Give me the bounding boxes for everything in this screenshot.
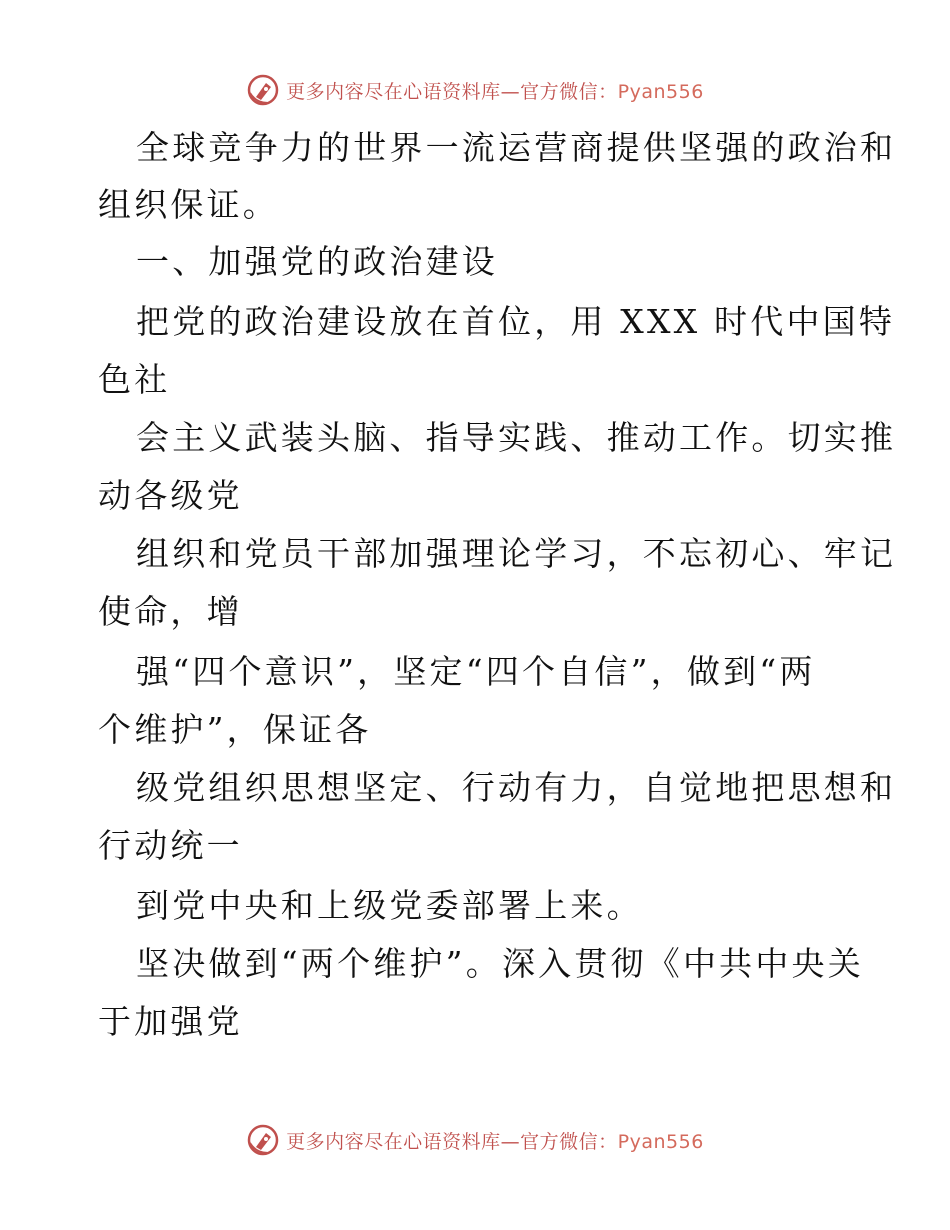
watermark-handle: Pyan556 (617, 1130, 704, 1153)
text-line: 把党的政治建设放在首位，用 XXX 时代中国特 (136, 302, 896, 341)
text-line: 全球竞争力的世界一流运营商提供坚强的政治和 (136, 128, 897, 167)
text-line: 使命，增 (98, 592, 243, 631)
pen-nib-logo-icon (246, 73, 280, 107)
text-line: 会主义武装头脑、指导实践、推动工作。切实推 (136, 418, 897, 457)
header-watermark (0, 70, 950, 110)
watermark-handle: Pyan556 (617, 80, 704, 103)
section-heading: 一、加强党的政治建设 (136, 242, 498, 281)
text-line: 色社 (98, 360, 171, 399)
watermark-text: 更多内容尽在心语资料库—官方微信：Pyan556 (286, 1130, 704, 1153)
text-line: 强“四个意识”，坚定“四个自信”，做到“两 (136, 652, 816, 691)
text-line: 坚决做到“两个维护”。深入贯彻《中共中央关 (136, 944, 864, 983)
text-line: 组织和党员干部加强理论学习，不忘初心、牢记 (136, 534, 897, 573)
text-line: 组织保证。 (98, 185, 279, 224)
footer-watermark (0, 1120, 950, 1160)
pen-nib-logo-icon (246, 1123, 280, 1157)
text-line: 行动统一 (98, 826, 243, 865)
watermark-text: 更多内容尽在心语资料库—官方微信：Pyan556 (286, 80, 704, 103)
text-line: 动各级党 (98, 476, 243, 515)
text-line: 级党组织思想坚定、行动有力，自觉地把思想和 (136, 768, 897, 807)
text-line: 个维护”，保证各 (98, 710, 372, 749)
text-line: 于加强党 (98, 1002, 243, 1041)
text-line: 到党中央和上级党委部署上来。 (136, 886, 643, 925)
